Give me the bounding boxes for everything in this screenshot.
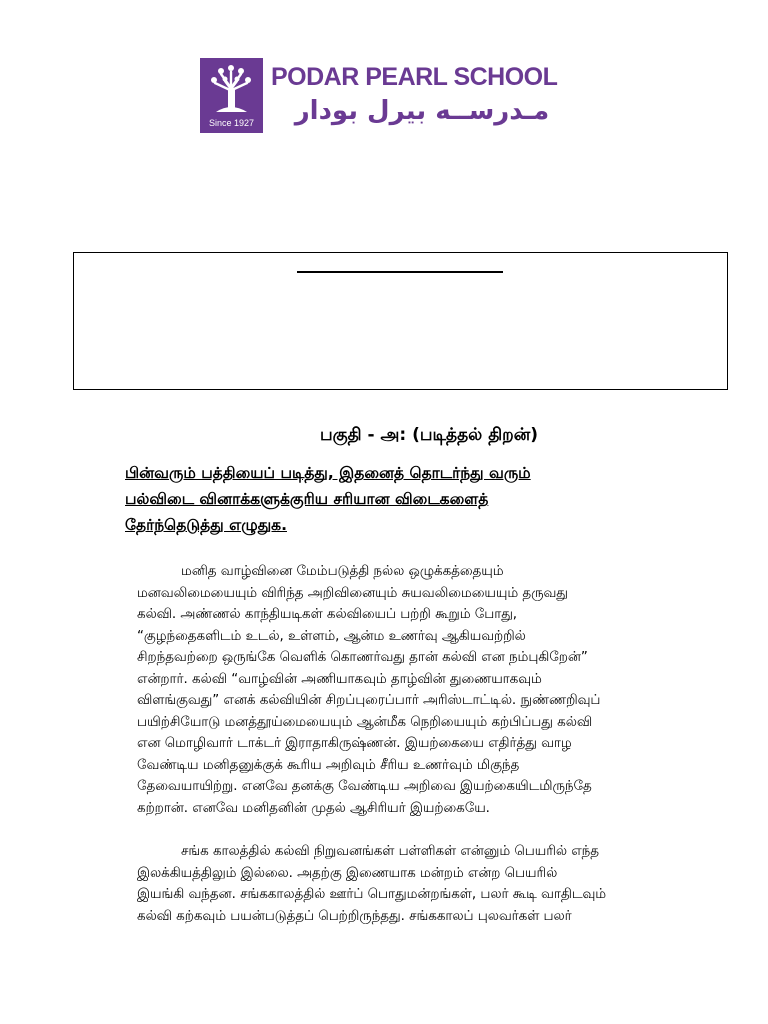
school-name-english: PODAR PEARL SCHOOL xyxy=(271,63,558,91)
paragraph-line: என்றார். கல்வி “வாழ்வின் அணியாகவும் தாழ்வின் துணையாகவும் xyxy=(137,671,542,687)
paragraph-line: சிறந்தவற்றை ஒருங்கே வெளிக் கொணர்வது தான் கல்வி என நம்புகிறேன்” xyxy=(137,650,588,665)
paragraph-line: இலக்கியத்திலும் இல்லை. அதற்கு இணையாக மன்றம் என்ற பெயரில் xyxy=(137,865,558,881)
tree-icon xyxy=(206,62,257,114)
paragraph-line: கல்வி. அண்ணல் காந்தியடிகள் கல்வியைப் பற்றி கூறும் போது, xyxy=(137,607,518,622)
paragraph-line: இயங்கி வந்தன. சங்ககாலத்தில் ஊர்ப் பொதுமன்றங்கள், பலர் கூடி வாதிடவும் xyxy=(137,887,607,902)
reading-paragraph-1 xyxy=(137,561,697,819)
paragraph-line: விளங்குவது” எனக் கல்வியின் சிறப்புரைப்பார் அரிஸ்டாட்டில். நுண்ணறிவுப் xyxy=(137,693,601,708)
paragraph-line: என மொழிவார் டாக்டர் இராதாகிருஷ்ணன். இயற்கையை எதிர்த்து வாழ xyxy=(137,736,572,751)
instruction-text xyxy=(125,460,645,538)
paragraph-line: “குழந்தைகளிடம் உடல், உள்ளம், ஆன்ம உணர்வு ஆகியவற்றில் xyxy=(137,628,526,644)
box-title-underline xyxy=(297,271,503,273)
paragraph-line: பயிற்சியோடு மனத்தூய்மையையும் ஆன்மீக நெறியையும் கற்பிப்பது கல்வி xyxy=(137,714,593,730)
school-name-arabic: مـدرســه بيرل بودار xyxy=(294,96,550,126)
paragraph-line: மனித வாழ்வினை மேம்படுத்தி நல்ல ஒழுக்கத்தையும் xyxy=(181,564,504,579)
reading-paragraph-2 xyxy=(137,841,697,927)
school-logo xyxy=(200,58,580,136)
paragraph-line: மனவலிமையையும் விரிந்த அறிவினையும் சுயவலிமையையும் தருவது xyxy=(137,585,568,601)
instruction-line: பின்வரும் பத்தியைப் படித்து, இதனைத் தொடர்ந்து வரும் xyxy=(125,464,531,482)
header-info-box xyxy=(73,252,728,390)
since-1927-label: Since 1927 xyxy=(208,118,255,128)
section-title: பகுதி - அ: (படித்தல் திறன்) xyxy=(320,425,538,445)
paragraph-line: சங்க காலத்தில் கல்வி நிறுவனங்கள் பள்ளிகள் என்னும் பெயரில் எந்த xyxy=(181,844,599,859)
paragraph-line: வேண்டிய மனிதனுக்குக் கூரிய அறிவும் சீரிய உணர்வும் மிகுந்த xyxy=(137,757,520,773)
paragraph-line: கல்வி கற்கவும் பயன்படுத்தப் பெற்றிருந்தது. சங்ககாலப் புலவர்கள் பலர் xyxy=(137,908,572,924)
paragraph-line: கற்றான். எனவே மனிதனின் முதல் ஆசிரியர் இயற்கையே. xyxy=(137,800,490,816)
logo-badge xyxy=(200,58,263,133)
instruction-line: தேர்ந்தெடுத்து எழுதுக. xyxy=(125,516,287,534)
instruction-line: பல்விடை வினாக்களுக்குரிய சரியான விடைகளைத் xyxy=(125,490,489,508)
paragraph-line: தேவையாயிற்று. எனவே தனக்கு வேண்டிய அறிவை இயற்கையிடமிருந்தே xyxy=(137,779,592,794)
